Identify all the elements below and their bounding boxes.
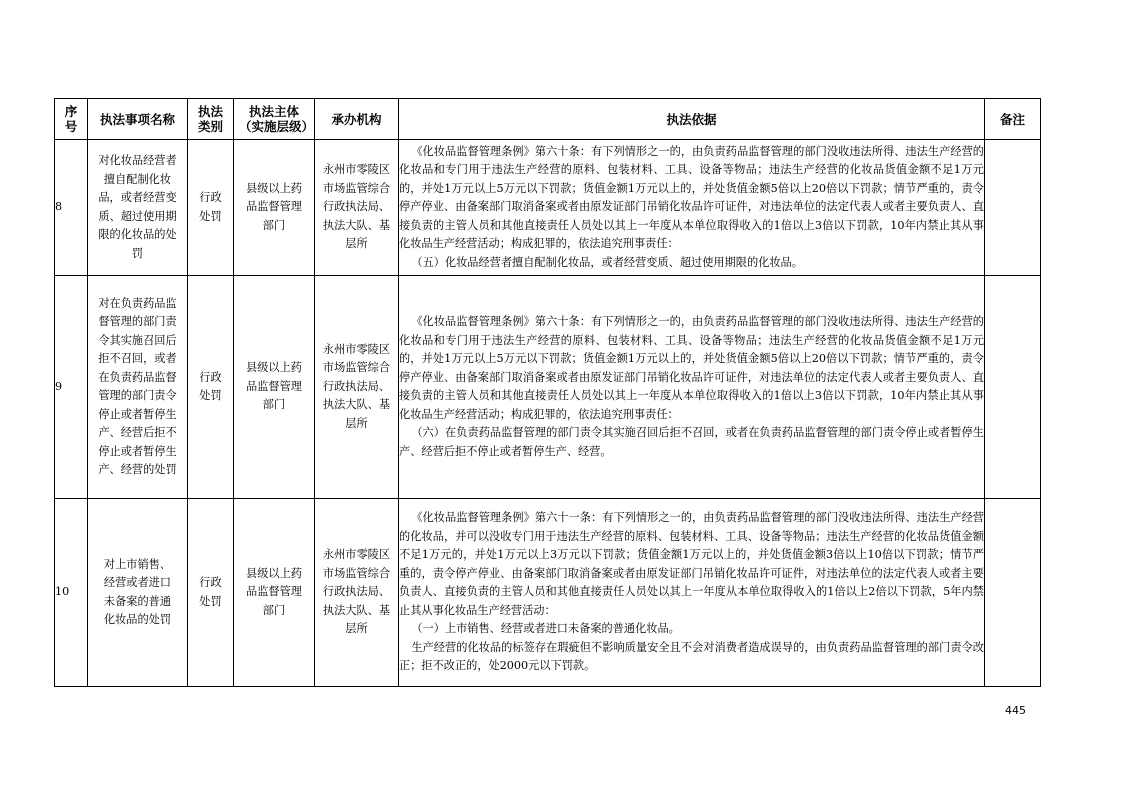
subject-cell: 县级以上药品监督管理部门 bbox=[234, 276, 315, 499]
remark-cell bbox=[985, 276, 1041, 499]
row-number: 9 bbox=[55, 276, 88, 499]
basis-paragraph: 生产经营的化妆品的标签存在瑕疵但不影响质量安全且不会对消费者造成误导的，由负责药品监督管理的部门责令改正；拒不改正的，处2000元以下罚款。 bbox=[399, 640, 984, 673]
table-row bbox=[55, 499, 1041, 687]
header-no: 序号 bbox=[55, 99, 88, 140]
subject-cell: 县级以上药品监督管理部门 bbox=[234, 140, 315, 276]
header-subject: 执法主体（实施层级） bbox=[234, 99, 315, 140]
row-number: 10 bbox=[55, 499, 88, 687]
basis-paragraph: 《化妆品监督管理条例》第六十一条：有下列情形之一的，由负责药品监督管理的部门没收违法所得、违法生产经营的化妆品，并可以没收专门用于违法生产经营的原料、包装材料、工具、设备等物品；违法生产经营的化妆品货值金额不足1万元的，并处1万元以上3万元以下罚款；货值金额1万元以上的，并处货值金额3倍以上10倍以下罚款；情节严重的，责令停产停业、由备案部门取消备案或者由原发证部门吊销化妆品许可证件，对违法单位的法定代表人或者主要负责人、直接负责的主管人员和其他直接责任人员处以其上一年度从本单位取得收入的1倍以上2倍以下罚款，5年内禁止其从事化妆品生产经营活动： bbox=[399, 511, 984, 617]
type-cell: 行政处罚 bbox=[188, 499, 234, 687]
table-row bbox=[55, 140, 1041, 276]
basis-cell bbox=[399, 499, 985, 687]
page-number: 445 bbox=[1005, 704, 1026, 717]
header-type: 执法类别 bbox=[188, 99, 234, 140]
type-cell: 行政处罚 bbox=[188, 140, 234, 276]
basis-paragraph: 《化妆品监督管理条例》第六十条：有下列情形之一的，由负责药品监督管理的部门没收违法所得、违法生产经营的化妆品和专门用于违法生产经营的原料、包装材料、工具、设备等物品；违法生产经营的化妆品货值金额不足1万元的，并处1万元以上5万元以下罚款；货值金额1万元以上的，并处货值金额5倍以上20倍以下罚款；情节严重的，责令停产停业、由备案部门取消备案或者由原发证部门吊销化妆品许可证件，对违法单位的法定代表人或者主要负责人、直接负责的主管人员和其他直接责任人员处以其上一年度从本单位取得收入的1倍以上3倍以下罚款，10年内禁止其从事化妆品生产经营活动；构成犯罪的，依法追究刑事责任： bbox=[399, 315, 984, 421]
table-row bbox=[55, 276, 1041, 499]
header-item: 执法事项名称 bbox=[88, 99, 188, 140]
basis-paragraph: （五）化妆品经营者擅自配制化妆品，或者经营变质、超过使用期限的化妆品。 bbox=[411, 255, 803, 269]
org-cell: 永州市零陵区市场监管综合行政执法局、执法大队、基层所 bbox=[315, 499, 399, 687]
header-remark: 备注 bbox=[985, 99, 1041, 140]
org-cell: 永州市零陵区市场监管综合行政执法局、执法大队、基层所 bbox=[315, 276, 399, 499]
org-cell: 永州市零陵区市场监管综合行政执法局、执法大队、基层所 bbox=[315, 140, 399, 276]
enforcement-table bbox=[54, 98, 1041, 687]
subject-cell: 县级以上药品监督管理部门 bbox=[234, 499, 315, 687]
header-org: 承办机构 bbox=[315, 99, 399, 140]
basis-cell bbox=[399, 276, 985, 499]
row-number: 8 bbox=[55, 140, 88, 276]
type-cell: 行政处罚 bbox=[188, 276, 234, 499]
basis-paragraph: （六）在负责药品监督管理的部门责令其实施召回后拒不召回，或者在负责药品监督管理的部门责令停止或者暂停生产、经营后拒不停止或者暂停生产、经营。 bbox=[399, 426, 984, 458]
item-name-cell: 对上市销售、经营或者进口未备案的普通化妆品的处罚 bbox=[88, 499, 188, 687]
item-name-cell: 对在负责药品监督管理的部门责令其实施召回后拒不召回，或者在负责药品监督管理的部门责令停止或者暂停生产、经营后拒不停止或者暂停生产、经营的处罚 bbox=[88, 276, 188, 499]
header-basis: 执法依据 bbox=[399, 99, 985, 140]
remark-cell bbox=[985, 140, 1041, 276]
remark-cell bbox=[985, 499, 1041, 687]
basis-cell bbox=[399, 140, 985, 276]
basis-paragraph: （一）上市销售、经营或者进口未备案的普通化妆品。 bbox=[411, 622, 680, 636]
basis-paragraph: 《化妆品监督管理条例》第六十条：有下列情形之一的，由负责药品监督管理的部门没收违法所得、违法生产经营的化妆品和专门用于违法生产经营的原料、包装材料、工具、设备等物品；违法生产经营的化妆品货值金额不足1万元的，并处1万元以上5万元以下罚款；货值金额1万元以上的，并处货值金额5倍以上20倍以下罚款；情节严重的，责令停产停业、由备案部门取消备案或者由原发证部门吊销化妆品许可证件，对违法单位的法定代表人或者主要负责人、直接负责的主管人员和其他直接责任人员处以其上一年度从本单位取得收入的1倍以上3倍以下罚款，10年内禁止其从事化妆品生产经营活动；构成犯罪的，依法追究刑事责任： bbox=[399, 144, 984, 251]
item-name-cell: 对化妆品经营者擅自配制化妆品，或者经营变质、超过使用期限的化妆品的处罚 bbox=[88, 140, 188, 276]
table-header-row bbox=[55, 99, 1041, 140]
